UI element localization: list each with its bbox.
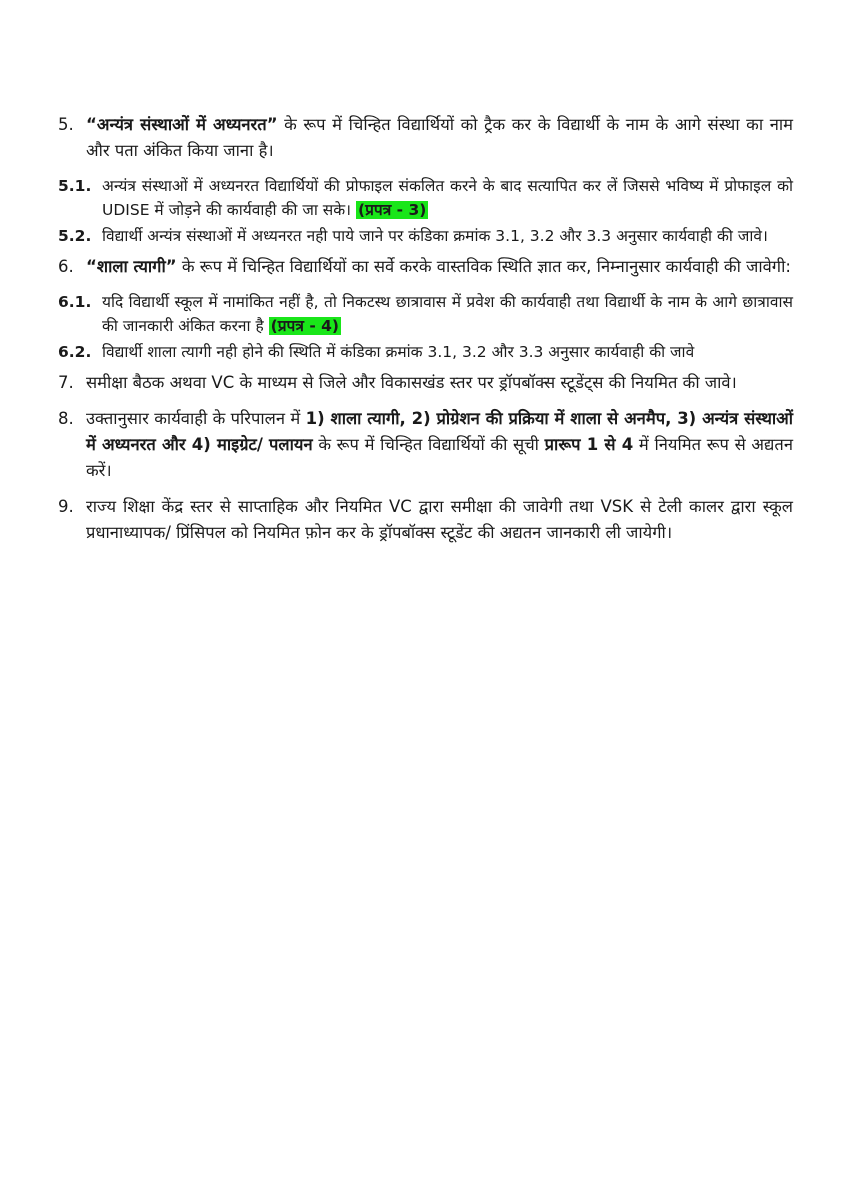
item-number: 5. (58, 115, 74, 134)
item-text: समीक्षा बैठक अथवा VC के माध्यम से जिले और विकासखंड स्तर पर ड्रॉपबॉक्स स्टूडेंट्स की नियमित की जावे। (86, 373, 737, 392)
sub-item-number: 6.1. (58, 293, 92, 311)
sub-item-5-1 (58, 174, 793, 222)
sub-item-number: 5.1. (58, 177, 92, 195)
sublist-5 (58, 174, 793, 248)
sub-item-6-1 (58, 290, 793, 338)
form-reference-highlight: (प्रपत्र - 4) (270, 317, 340, 335)
item-number: 6. (58, 257, 74, 276)
item-bold-format-range: प्रारूप 1 से 4 (544, 435, 634, 454)
item-bold-term: “अन्यंत्र संस्थाओं में अध्यनरत” (86, 115, 278, 134)
sub-item-number: 5.2. (58, 227, 92, 245)
list-item-6 (58, 254, 793, 280)
sub-item-body: अन्यंत्र संस्थाओं में अध्यनरत विद्यार्थियों की प्रोफाइल संकलित करने के बाद सत्यापित कर लें जिससे भविष्य में प्रोफाइल को UDISE में जोड़ने की कार्यवाही की जा सके। (102, 177, 793, 219)
item-body-mid: के रूप में चिन्हित विद्यार्थियों की सूची (312, 435, 545, 454)
list-item-5 (58, 112, 793, 164)
item-bold-term: “शाला त्यागी” (86, 257, 177, 276)
item-number: 8. (58, 409, 74, 428)
item-text (86, 112, 793, 164)
list-item-7 (58, 370, 793, 396)
item-body: के रूप में चिन्हित विद्यार्थियों का सर्वे करके वास्तविक स्थिति ज्ञात कर, निम्नानुसार कार्यवाही की जावेगी: (176, 257, 791, 276)
item-number: 7. (58, 373, 74, 392)
sub-item-6-2 (58, 340, 793, 364)
list-item-8 (58, 406, 793, 484)
sub-item-text: विद्यार्थी शाला त्यागी नही होने की स्थिति में कंडिका क्रमांक 3.1, 3.2 और 3.3 अनुसार कार्यवाही की जावे (102, 343, 695, 361)
sublist-6 (58, 290, 793, 364)
item-body-pre: उक्तानुसार कार्यवाही के परिपालन में (86, 409, 306, 428)
item-body-post: में नियमित रूप से अद्यतन करें। (86, 435, 793, 480)
sub-item-body: यदि विद्यार्थी स्कूल में नामांकित नहीं है, तो निकटस्थ छात्रावास में प्रवेश की कार्यवाही तथा विद्यार्थी के नाम के आगे छात्रावास की जानकारी अंकित करना है (102, 293, 793, 335)
form-reference-highlight: (प्रपत्र - 3) (358, 201, 427, 219)
list-item-9 (58, 494, 793, 546)
item-text (86, 406, 793, 484)
item-body: के रूप में चिन्हित विद्यार्थियों को ट्रैक कर के विद्यार्थी के नाम के आगे संस्था का नाम और पता अंकित किया जाना है। (86, 115, 793, 160)
sub-item-text (102, 174, 793, 222)
item-text (86, 254, 793, 280)
sub-item-number: 6.2. (58, 343, 92, 361)
item-bold-categories: 1) शाला त्यागी, 2) प्रोग्रेशन की प्रक्रिया में शाला से अनमैप, 3) अन्यंत्र संस्थाओं में अध्यनरत और 4) माइग्रेट/ पलायन (86, 409, 793, 454)
sub-item-text: विद्यार्थी अन्यंत्र संस्थाओं में अध्यनरत नही पाये जाने पर कंडिका क्रमांक 3.1, 3.2 और 3.3 अनुसार कार्यवाही की जावे। (102, 227, 768, 245)
sub-item-5-2 (58, 224, 793, 248)
item-number: 9. (58, 497, 74, 516)
sub-item-text (102, 290, 793, 338)
item-text: राज्य शिक्षा केंद्र स्तर से साप्ताहिक और नियमित VC द्वारा समीक्षा की जावेगी तथा VSK से टेली कालर द्वारा स्कूल प्रधानाध्यापक/ प्रिंसिपल को नियमित फ़ोन कर के ड्रॉपबॉक्स स्टूडेंट की अद्यतन जानकारी ली जायेगी। (86, 497, 793, 542)
